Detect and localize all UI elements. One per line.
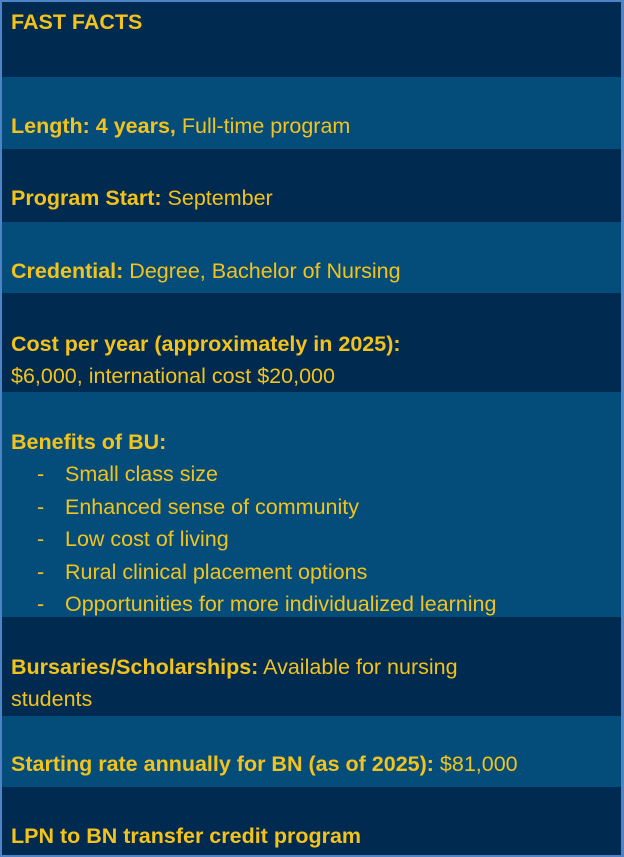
bullet-dash-icon: - (37, 494, 45, 519)
bursaries-value-continued: students (11, 687, 93, 711)
cost-value: $6,000, international cost $20,000 (11, 364, 335, 388)
cost-row (2, 293, 621, 392)
credential-value: Degree, Bachelor of Nursing (123, 259, 401, 283)
bursaries-row (2, 617, 621, 716)
program-start-label: Program Start: (11, 186, 162, 210)
fast-facts-title: FAST FACTS (11, 10, 143, 34)
benefits-row: Benefits of BU: - Small class size - Enhanced sense of community - Low cost of living - Rural clinical placement options - Opportunities for more individualized learning (2, 392, 621, 617)
bullet-dash-icon: - (37, 527, 45, 552)
length-value: Full-time program (175, 114, 351, 138)
bullet-dash-icon: - (37, 559, 45, 584)
starting-rate-value: $81,000 (433, 752, 518, 776)
benefits-label: Benefits of BU: (11, 430, 167, 454)
cost-label: Cost per year (approximately in 2025): (11, 332, 401, 356)
starting-rate-label: Starting rate annually for BN (as of 2025): (11, 752, 434, 776)
starting-rate-row (2, 716, 621, 787)
length-label: Length: 4 years, (11, 114, 176, 138)
lpn-program-label: LPN to BN transfer credit program (11, 824, 362, 848)
credential-row (2, 222, 621, 293)
program-start-value: September (161, 186, 273, 210)
credential-label: Credential: (11, 259, 124, 283)
bursaries-label: Bursaries/Scholarships: (11, 655, 259, 679)
lpn-row (2, 787, 621, 857)
program-start-row (2, 149, 621, 222)
length-row (2, 77, 621, 149)
bullet-dash-icon: - (37, 462, 45, 486)
bursaries-value: Available for nursing (258, 655, 458, 679)
bullet-dash-icon: - (37, 592, 45, 617)
fast-facts-header-row (2, 2, 621, 77)
